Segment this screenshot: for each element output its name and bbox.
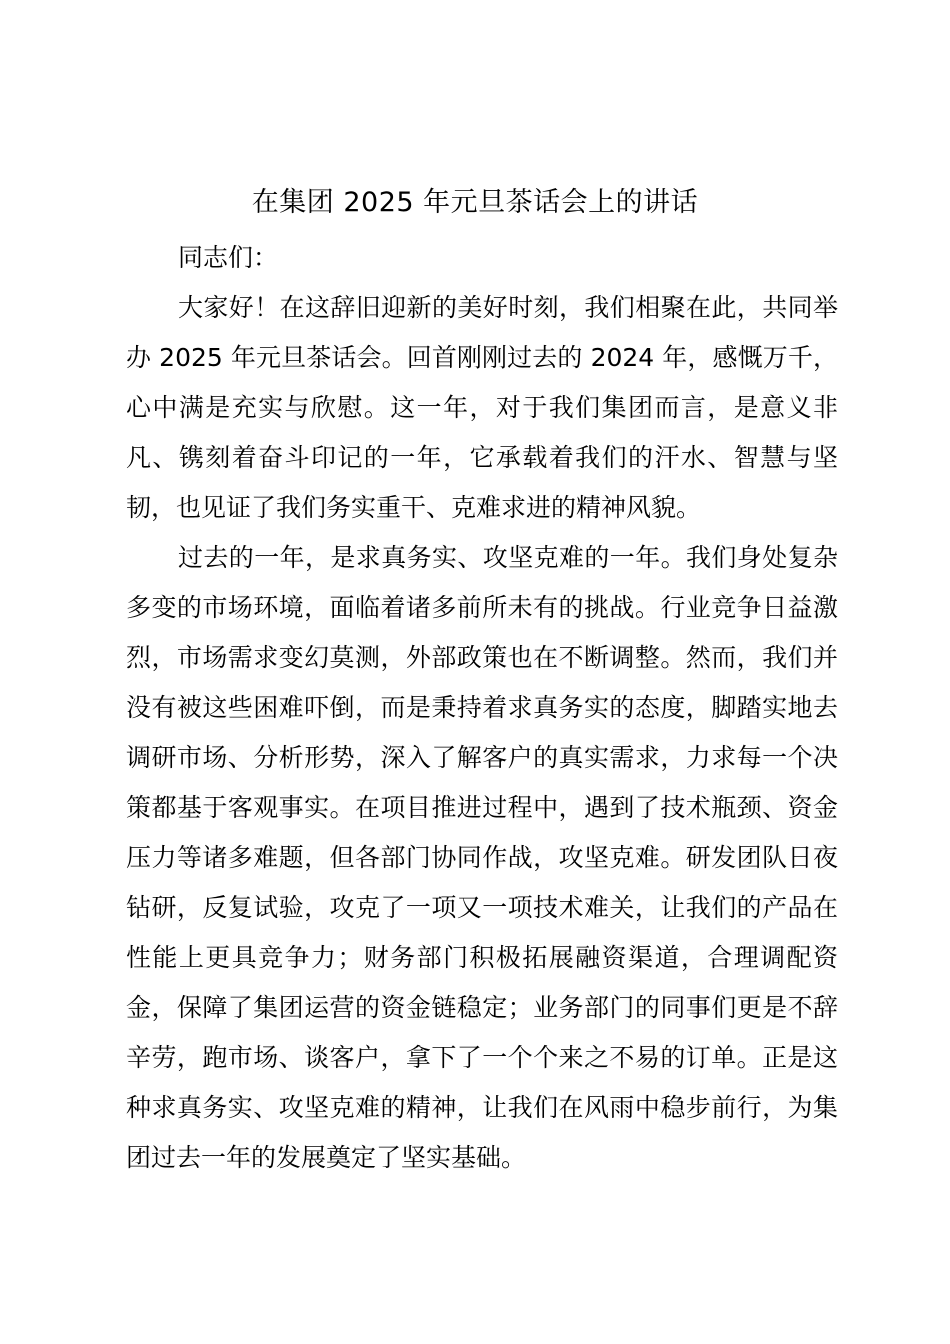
document-body bbox=[126, 233, 838, 1183]
paragraph-1: 大家好！在这辞旧迎新的美好时刻，我们相聚在此，共同举办 2025 年元旦茶话会。回首刚刚过去的 2024 年，感慨万千，心中满是充实与欣慰。这一年，对于我们集团而言，是意义非凡、镌刻着奋斗印记的一年，它承载着我们的汗水、智慧与坚韧，也见证了我们务实重干、克难求进的精神风貌。 bbox=[126, 293, 838, 522]
document-title: 在集团 2025 年元旦茶话会上的讲话 bbox=[251, 187, 699, 218]
salutation: 同志们： bbox=[178, 243, 279, 272]
paragraph-2: 过去的一年，是求真务实、攻坚克难的一年。我们身处复杂多变的市场环境，面临着诸多前所未有的挑战。行业竞争日益激烈，市场需求变幻莫测，外部政策也在不断调整。然而，我们并没有被这些困难吓倒，而是秉持着求真务实的态度，脚踏实地去调研市场、分析形势，深入了解客户的真实需求，力求每一个决策都基于客观事实。在项目推进过程中，遇到了技术瓶颈、资金压力等诸多难题，但各部门协同作战，攻坚克难。研发团队日夜钻研，反复试验，攻克了一项又一项技术难关，让我们的产品在性能上更具竞争力；财务部门积极拓展融资渠道，合理调配资金，保障了集团运营的资金链稳定；业务部门的同事们更是不辞辛劳，跑市场、谈客户，拿下了一个个来之不易的订单。正是这种求真务实、攻坚克难的精神，让我们在风雨中稳步前行，为集团过去一年的发展奠定了坚实基础。 bbox=[126, 543, 838, 1172]
